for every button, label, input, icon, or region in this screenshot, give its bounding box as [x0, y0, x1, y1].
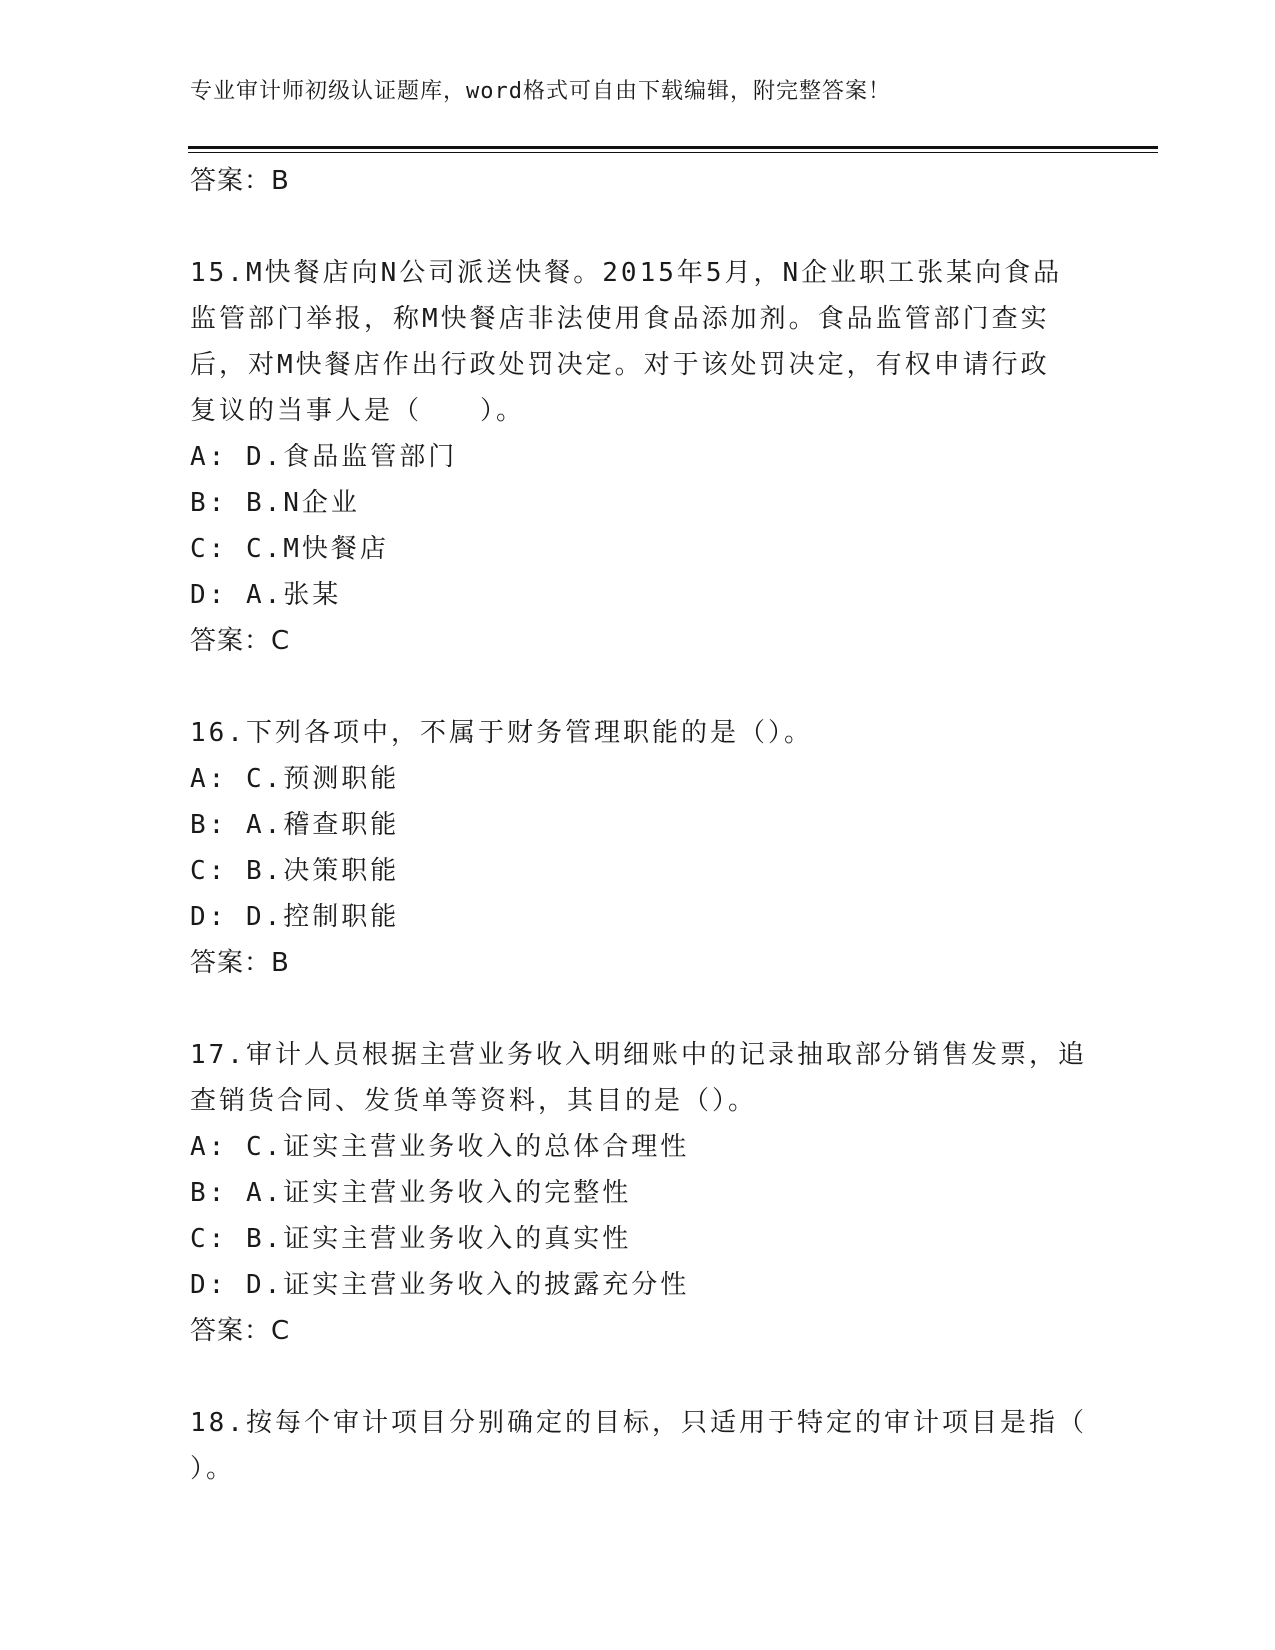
- option-line: A: C.证实主营业务收入的总体合理性: [190, 1132, 690, 1162]
- header-rule-thick: [188, 146, 1158, 149]
- question-text-line: 18.按每个审计项目分别确定的目标，只适用于特定的审计项目是指（: [190, 1408, 1087, 1438]
- question-text-line: 17.审计人员根据主营业务收入明细账中的记录抽取部分销售发票，追: [190, 1040, 1087, 1070]
- option-line: D: A.张某: [190, 580, 342, 610]
- option-line: C: C.M快餐店: [190, 534, 389, 564]
- option-line: B: A.稽查职能: [190, 810, 400, 840]
- answer-line: 答案：C: [190, 1316, 291, 1346]
- spacer: [190, 204, 1090, 250]
- question-text-line: 16.下列各项中，不属于财务管理职能的是（）。: [190, 718, 813, 748]
- option-line: C: B.决策职能: [190, 856, 400, 886]
- question-text-line: 查销货合同、发货单等资料，其目的是（）。: [190, 1086, 758, 1116]
- spacer: [190, 664, 1090, 710]
- spacer: [190, 986, 1090, 1032]
- question-text-line: 15.M快餐店向N公司派送快餐。2015年5月，N企业职工张某向食品: [190, 258, 1063, 288]
- option-line: A: D.食品监管部门: [190, 442, 458, 472]
- question-block: [190, 710, 1090, 986]
- header-rule-thin: [188, 152, 1158, 153]
- question-text-line: 复议的当事人是（ ）。: [190, 396, 526, 426]
- question-list: [190, 158, 1090, 1492]
- question-block: [190, 1032, 1090, 1354]
- question-text-line: 监管部门举报，称M快餐店非法使用食品添加剂。食品监管部门查实: [190, 304, 1050, 334]
- answer-line: 答案：B: [190, 948, 290, 978]
- answer-line: 答案：B: [190, 166, 290, 196]
- option-line: D: D.控制职能: [190, 902, 400, 932]
- page-header: 专业审计师初级认证题库，word格式可自由下载编辑，附完整答案！: [190, 79, 891, 104]
- option-line: C: B.证实主营业务收入的真实性: [190, 1224, 632, 1254]
- answer-line: 答案：C: [190, 626, 291, 656]
- spacer: [190, 1354, 1090, 1400]
- question-block: [190, 1400, 1090, 1492]
- option-line: B: A.证实主营业务收入的完整性: [190, 1178, 632, 1208]
- option-line: A: C.预测职能: [190, 764, 400, 794]
- question-text-line: 后，对M快餐店作出行政处罚决定。对于该处罚决定，有权申请行政: [190, 350, 1050, 380]
- question-text-line: ）。: [190, 1454, 236, 1484]
- option-line: B: B.N企业: [190, 488, 360, 518]
- option-line: D: D.证实主营业务收入的披露充分性: [190, 1270, 690, 1300]
- question-block: [190, 250, 1090, 664]
